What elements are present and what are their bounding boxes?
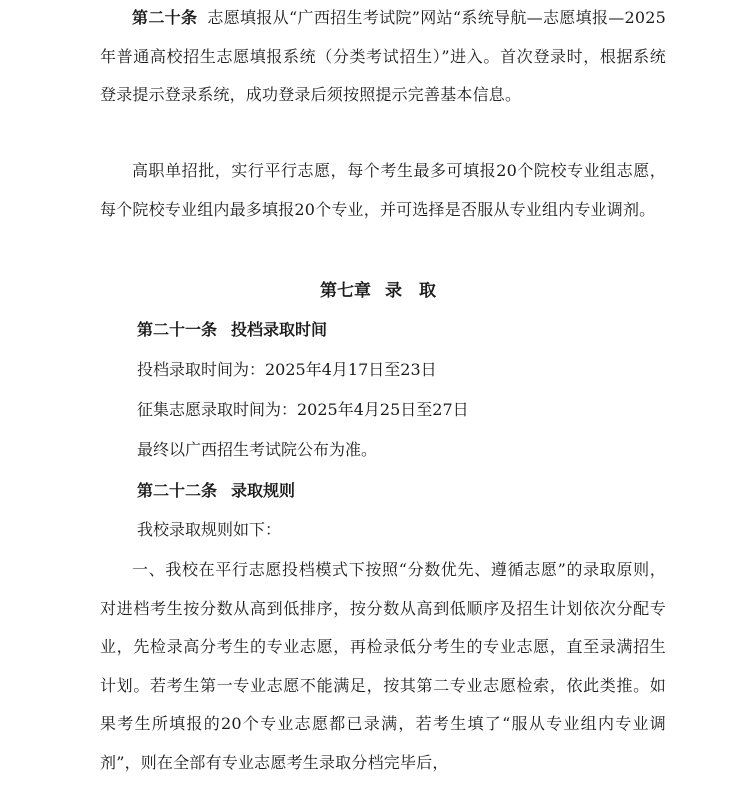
rule-1-paragraph: 一、我校在平行志愿投档模式下按照“分数优先、遵循志愿”的录取原则，对进档考生按分数从高到低排序，按分数从高到低顺序及招生计划依次分配专业，先检录高分考生的专业志愿，再检录低分考生的专业志愿，直至录满招生计划。若考生第一专业志愿不能满足，按其第二专业志愿检索，依此类推。如果考生所填报的20个专业志愿都已录满，若考生填了“服从专业组内专业调剂”，则在全部有专业志愿考生录取分档完毕后，	[100, 560, 666, 772]
article-22-heading: 第二十二条	[137, 481, 218, 500]
article-20-heading: 第二十条	[132, 8, 198, 27]
chapter-heading	[0, 281, 756, 301]
article-21-heading: 第二十一条	[137, 320, 218, 339]
article-22-title: 录取规则	[231, 481, 296, 500]
rules-intro-line: 我校录取规则如下：	[137, 520, 282, 539]
article-20-paragraph-2: 高职单招批，实行平行志愿，每个考生最多可填报20个院校专业组志愿，每个院校专业组内最多填报20个专业，并可选择是否服从专业组内专业调剂。	[100, 161, 666, 219]
admission-time-line: 投档录取时间为：2025年4月17日至23日	[137, 360, 437, 379]
chapter-number: 第七章	[320, 281, 371, 301]
supplementary-admission-time-line: 征集志愿录取时间为：2025年4月25日至27日	[137, 400, 469, 419]
article-20-body: 志愿填报从“广西招生考试院”网站“系统导航—志愿填报—2025年普通高校招生志愿填报系统（分类考试招生）”进入。首次登录时，根据系统登录提示登录系统，成功登录后须按照提示完善基本信息。	[100, 8, 666, 104]
article-21-heading-line	[137, 320, 327, 340]
article-20-paragraph	[100, 0, 666, 115]
article-21-title: 投档录取时间	[231, 320, 328, 339]
final-notice-line: 最终以广西招生考试院公布为准。	[137, 440, 378, 459]
article-22-heading-line	[137, 481, 295, 501]
chapter-title: 录 取	[385, 281, 436, 301]
